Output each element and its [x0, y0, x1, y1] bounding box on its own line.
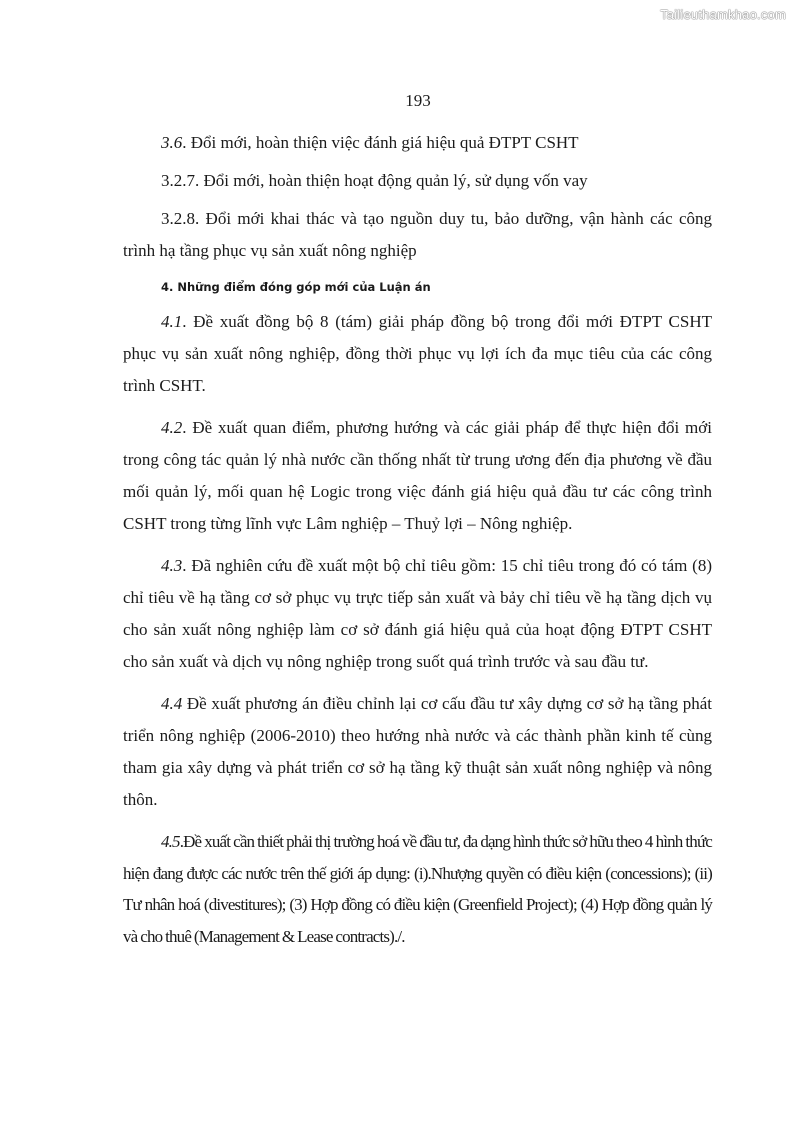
- item-3-2-7: [123, 165, 712, 197]
- contribution-number: 4.3: [161, 556, 183, 575]
- watermark: Tailieuthamkhao.com: [660, 7, 786, 22]
- contribution-4-3: [123, 550, 712, 678]
- item-3-2-8: [123, 203, 712, 267]
- contribution-number: 4.4: [161, 694, 183, 713]
- contribution-text: .Đề xuất cần thiết phải thị trường hoá về đầu tư, đa dạng hình thức sở hữu theo 4 hình thức hiện đang được các nước trên thế giới áp dụng: (i).Nhượng quyền có điều kiện (concessions); (ii) Tư nhân hoá (divestitures); (3) Hợp đồng có điều kiện (Greenfield Project); (4) Hợp đồng quản lý và cho thuê (Management & Lease contracts)./.: [123, 832, 712, 946]
- contribution-number: 4.5: [161, 832, 180, 851]
- item-text: 3.2.8. Đổi mới khai thác và tạo nguồn duy tu, bảo dưỡng, vận hành các công trình hạ tầng phục vụ sản xuất nông nghiệp: [123, 209, 712, 260]
- section-heading: 4. Những điểm đóng góp mới của Luận án: [161, 280, 431, 294]
- contribution-4-4: [123, 688, 712, 816]
- contribution-4-5: [123, 826, 712, 952]
- contribution-4-2: [123, 412, 712, 540]
- item-3-6: [123, 127, 712, 159]
- item-text: 3.2.7. Đổi mới, hoàn thiện hoạt động quản lý, sử dụng vốn vay: [161, 171, 588, 190]
- item-text: . Đổi mới, hoàn thiện việc đánh giá hiệu quả ĐTPT CSHT: [182, 133, 579, 152]
- document-body: [123, 127, 712, 952]
- contribution-number: 4.1: [161, 312, 183, 331]
- contribution-text: . Đã nghiên cứu đề xuất một bộ chỉ tiêu gồm: 15 chỉ tiêu trong đó có tám (8) chỉ tiêu về hạ tầng cơ sở phục vụ trực tiếp sản xuất và bảy chỉ tiêu về hạ tầng dịch vụ cho sản xuất nông nghiệp làm cơ sở đánh giá hiệu quả của hoạt động ĐTPT CSHT cho sản xuất và dịch vụ nông nghiệp trong suốt quá trình trước và sau đầu tư.: [123, 556, 712, 671]
- contribution-text: . Đề xuất đồng bộ 8 (tám) giải pháp đồng bộ trong đổi mới ĐTPT CSHT phục vụ sản xuất nông nghiệp, đồng thời phục vụ lợi ích đa mục tiêu của các công trình CSHT.: [123, 312, 712, 395]
- page-number: 193: [405, 91, 431, 110]
- contribution-4-1: [123, 306, 712, 402]
- contribution-text: Đề xuất phương án điều chỉnh lại cơ cấu đầu tư xây dựng cơ sở hạ tầng phát triển nông nghiệp (2006-2010) theo hướng nhà nước và các thành phần kinh tế cùng tham gia xây dựng và phát triển cơ sở hạ tầng kỹ thuật sản xuất nông nghiệp và nông thôn.: [123, 694, 712, 809]
- contribution-text: . Đề xuất quan điểm, phương hướng và các giải pháp để thực hiện đổi mới trong công tác quản lý nhà nước cần thống nhất từ trung ương đến địa phương về đầu mối quản lý, mối quan hệ Logic trong việc đánh giá hiệu quả đầu tư các công trình CSHT trong từng lĩnh vực Lâm nghiệp – Thuỷ lợi – Nông nghiệp.: [123, 418, 712, 533]
- item-number: 3.6: [161, 133, 183, 152]
- contribution-number: 4.2: [161, 418, 183, 437]
